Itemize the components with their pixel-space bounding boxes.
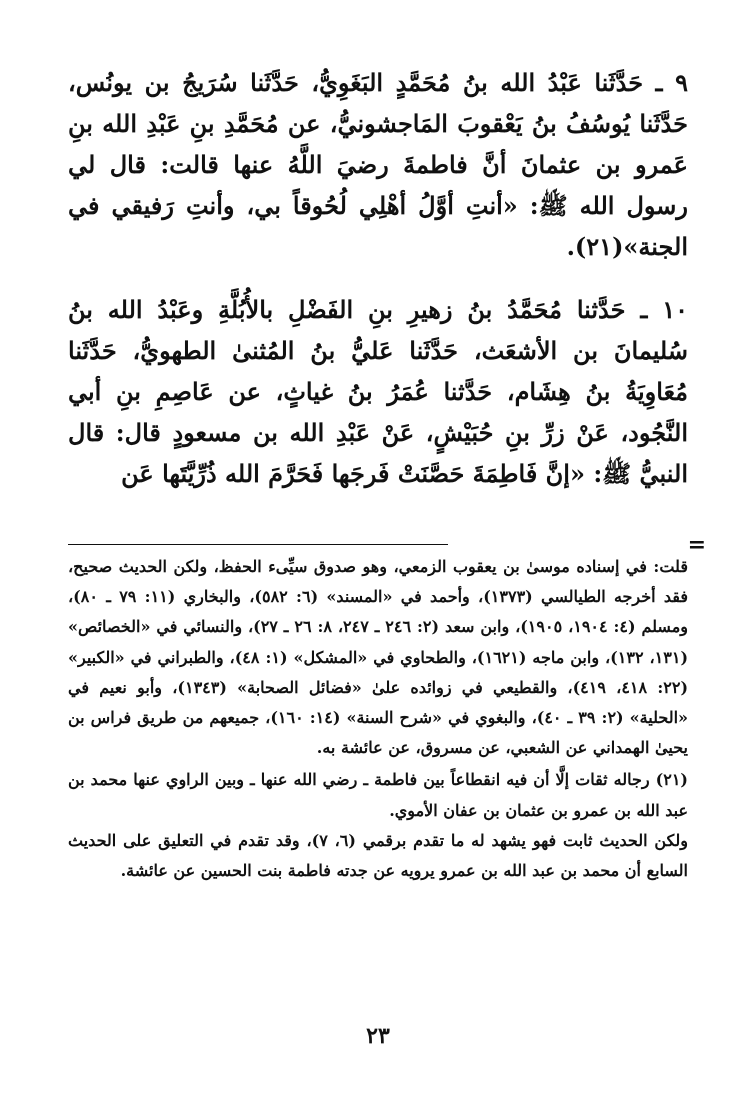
footnote-21-continuation: ولكن الحديث ثابت فهو يشهد له ما تقدم برقمي (٦، ٧)، وقد تقدم في التعليق على الحديث السابع أن محمد بن عبد الله بن عمرو يرويه عن جدته فاطمة بنت الحسين عن عائشة. <box>68 830 688 881</box>
main-text-body <box>68 62 688 494</box>
hadith-10-paragraph: ١٠ ـ حَدَّثنا مُحَمَّدُ بنُ زهيرِ بنِ الفَضْلِ بالأُبُلَّةِ وعَبْدُ الله بنُ سُليمانَ بن الأشعَث، حَدَّثَنا عَليُّ بنُ المُثنىٰ الطهويُّ، حَدَّثَنا مُعَاوِيَةُ بنُ هِشَام، حَدَّثنا عُمَرُ بنُ غياثٍ، عن عَاصِمِ بنِ أبي النَّجُود، عَنْ زرِّ بنِ حُبَيْشٍ، عَنْ عَبْدِ الله بن مسعودٍ قال: قال النبيُّ ﷺ: «إنَّ فَاطِمَةَ حَصَّنَتْ فَرجَها فَحَرَّمَ الله ذُرِّيَّتَها عَن <box>68 295 688 488</box>
page-number: ٢٣ <box>366 1023 390 1049</box>
footnote-21-text: (٢١) رجاله ثقات إلَّا أن فيه انقطاعاً بين فاطمة ـ رضي الله عنها ـ وبين الراوي عنها محمد بن عبد الله بن عمرو بن عثمان بن عفان الأموي. <box>68 770 688 820</box>
footnotes-section <box>68 552 688 886</box>
hadith-9-paragraph: ٩ ـ حَدَّثَنا عَبْدُ الله بنُ مُحَمَّدٍ البَغَوِيُّ، حَدَّثَنا سُرَيجُ بن يونُس، حَدَّثَنا يُوسُفُ بنُ يَعْقوبَ المَاجشونيُّ، عن مُحَمَّدِ بنِ عَبْدِ الله بنِ عَمرو بن عثمانَ أنَّ فاطمةَ رضيَ اللَّهُ عنها قالت: قال لي رسول الله ﷺ: «أنتِ أوَّلُ أهْلِي لُحُوقاً بي، وأنتِ رَفيقي في الجنة»(٢١). <box>68 68 688 261</box>
separator-line <box>68 544 448 545</box>
footnote-continued-text: قلت: في إسناده موسىٰ بن يعقوب الزمعي، وهو صدوق سيِّىء الحفظ، ولكن الحديث صحيح، فقد أخرجه الطيالسي (١٣٧٣)، وأحمد في «المسند» (٦: ٥٨٢)، والبخاري (١١: ٧٩ ـ ٨٠)، ومسلم (٤: ١٩٠٤، ١٩٠٥)، وابن سعد (٢: ٢٤٦ ـ ٢٤٧، ٨: ٢٦ ـ ٢٧)، والنسائي في «الخصائص» (١٣١، ١٣٢)، وابن ماجه (١٦٢١)، والطحاوي في «المشكل» (١: ٤٨)، والطبراني في «الكبير» (٢٢: ٤١٨، ٤١٩)، والقطيعي في زوائده علىٰ «فضائل الصحابة» (١٣٤٣)، وأبو نعيم في «الحلية» (٢: ٣٩ ـ ٤٠)، والبغوي في «شرح السنة» (١٤: ١٦٠)، جميعهم من طريق فراس بن يحيىٰ الهمداني عن الشعبي، عن مسروق، عن عائشة به. <box>68 557 689 758</box>
footnote-continuation-mark: = <box>687 532 706 558</box>
